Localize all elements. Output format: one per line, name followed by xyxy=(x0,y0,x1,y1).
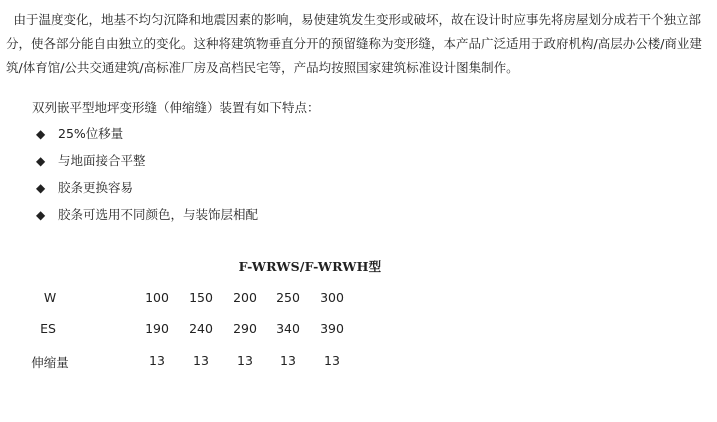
feature-item xyxy=(36,124,123,144)
table-cell: 390 xyxy=(320,321,344,336)
table-cell: 200 xyxy=(233,290,257,305)
table-cell: 290 xyxy=(233,321,257,336)
table-cell: 13 xyxy=(237,353,253,368)
feature-text: 胶条可选用不同颜色，与装饰层相配 xyxy=(58,207,259,222)
row-label-w: W xyxy=(43,290,57,305)
table-cell: 13 xyxy=(193,353,209,368)
table-cell: 150 xyxy=(189,290,213,305)
table-cell: 300 xyxy=(320,290,344,305)
table-cell: 340 xyxy=(276,321,300,336)
intro-paragraph: 由于温度变化，地基不均匀沉降和地震因素的影响，易使建筑发生变形或破坏，故在设计时应事先将房屋划分成若干个独立部分，使各部分能自由独立的变化。这种将建筑物垂直分开的预留缝称为变形缝，本产品广泛适用于政府机构/高层办公楼/商业建筑/体育馆/公共交通建筑/高标准厂房及高档民宅等，产品均按照国家建筑标准设计图集制作。 xyxy=(6,12,702,75)
table-cell: 13 xyxy=(280,353,296,368)
table-cell: 100 xyxy=(145,290,169,305)
table-title: F-WRWS/F-WRWH型 xyxy=(238,259,382,274)
feature-text: 胶条更换容易 xyxy=(58,180,134,195)
feature-text: 25%位移量 xyxy=(58,126,124,141)
table-cell: 250 xyxy=(276,290,300,305)
diamond-bullet-icon: ◆ xyxy=(36,208,46,222)
table-cell: 13 xyxy=(324,353,340,368)
features-title: 双列嵌平型地坪变形缝（伸缩缝）装置有如下特点： xyxy=(32,100,320,115)
row-label-es: ES xyxy=(40,321,56,336)
feature-text: 与地面接合平整 xyxy=(58,153,146,168)
feature-item xyxy=(36,178,133,198)
diamond-bullet-icon: ◆ xyxy=(36,181,46,195)
feature-item xyxy=(36,205,258,225)
row-label-expansion: 伸缩量 xyxy=(31,355,69,370)
feature-item xyxy=(36,151,146,171)
diamond-bullet-icon: ◆ xyxy=(36,127,46,141)
table-cell: 13 xyxy=(149,353,165,368)
table-cell: 190 xyxy=(145,321,169,336)
diamond-bullet-icon: ◆ xyxy=(36,154,46,168)
table-cell: 240 xyxy=(189,321,213,336)
